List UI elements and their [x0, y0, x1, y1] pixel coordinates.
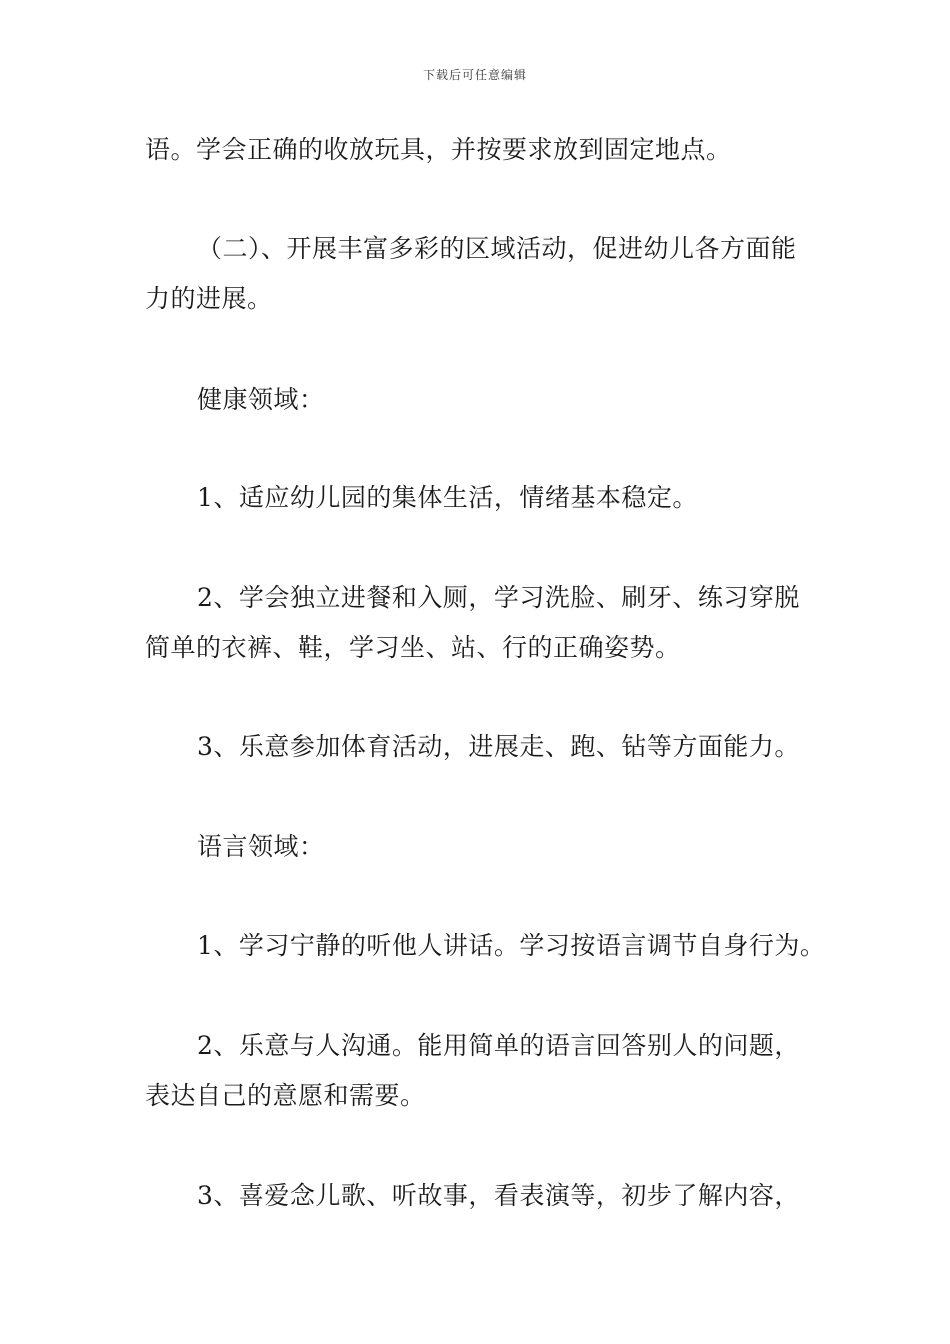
list-item: 3、喜爱念儿歌、听故事，看表演等，初步了解内容， [197, 1181, 800, 1210]
list-item: 1、学习宁静的听他人讲话。学习按语言调节自身行为。 [197, 931, 826, 960]
header-note: 下载后可任意编辑 [422, 68, 527, 82]
list-item: 2、乐意与人沟通。能用简单的语言回答别人的问题， [197, 1031, 800, 1060]
list-item-continuation: 简单的衣裤、鞋，学习坐、站、行的正确姿势。 [145, 633, 681, 662]
section-heading-line: 力的进展。 [145, 284, 273, 313]
domain-heading-language: 语言领域： [197, 832, 325, 861]
list-item: 2、学会独立进餐和入厕，学习洗脸、刷牙、练习穿脱 [197, 583, 800, 612]
list-item: 1、适应幼儿园的集体生活，情绪基本稳定。 [197, 483, 698, 512]
section-heading-line: （二）、开展丰富多彩的区域活动，促进幼儿各方面能 [197, 234, 797, 263]
list-item-continuation: 表达自己的意愿和需要。 [145, 1081, 426, 1110]
list-item: 3、乐意参加体育活动，进展走、跑、钻等方面能力。 [197, 732, 800, 761]
domain-heading-health: 健康领域： [197, 385, 325, 414]
paragraph-line: 语。学会正确的收放玩具，并按要求放到固定地点。 [145, 135, 732, 164]
